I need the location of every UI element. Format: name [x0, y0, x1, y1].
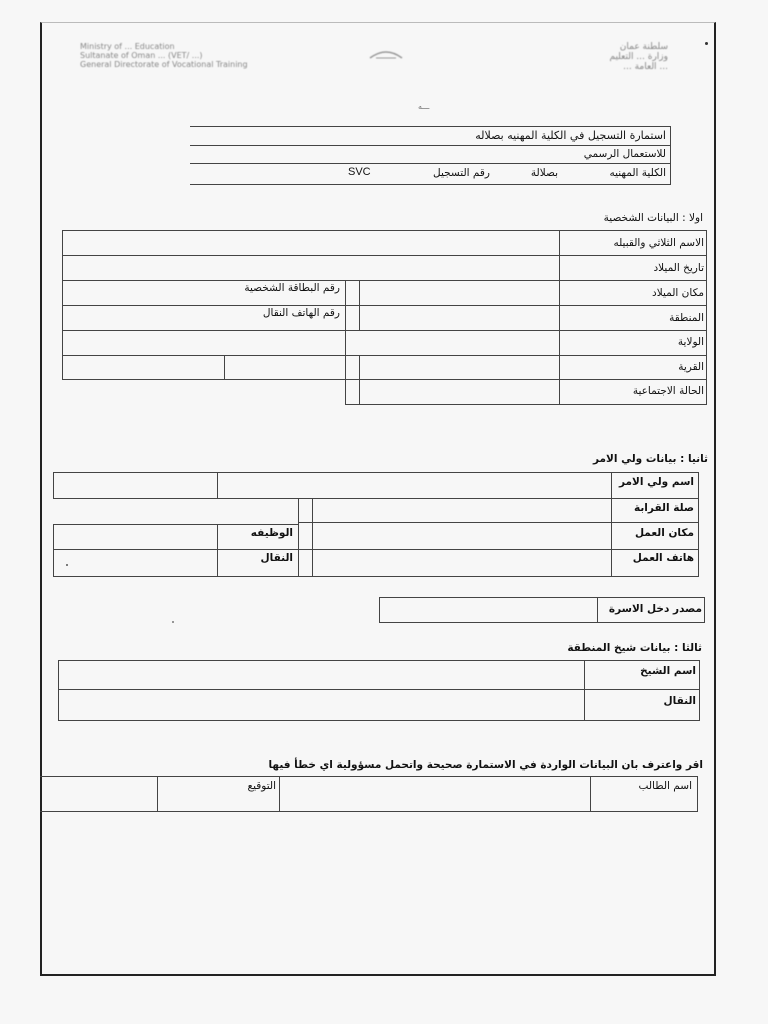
letterhead-left-line-1: Ministry of ... Education — [80, 42, 175, 51]
guardian-mobile-label: النقال — [260, 552, 293, 564]
s1-vline — [559, 230, 560, 404]
marital-status-label: الحالة الاجتماعية — [632, 385, 704, 397]
letterhead-right — [609, 42, 668, 72]
s2-line — [53, 576, 699, 577]
title-box-top — [190, 126, 671, 127]
s1-vline — [224, 355, 225, 379]
scan-speck — [66, 564, 68, 566]
region-label: المنطقة — [669, 312, 704, 324]
s3-line — [58, 689, 700, 690]
city-label: بصلالة — [530, 167, 558, 179]
s2-vline — [53, 524, 54, 576]
s2-vline — [611, 472, 612, 576]
section2-heading: ثانيا : بيانات ولي الامر — [592, 453, 708, 465]
s1-line — [62, 280, 707, 281]
s2-line — [53, 549, 699, 550]
family-income-label: مصدر دخل الاسرة — [608, 603, 702, 615]
s2-vline — [53, 472, 54, 498]
s1-line — [62, 255, 707, 256]
registration-code: SVC — [348, 166, 371, 178]
s1-line — [62, 379, 707, 380]
s1-vline — [345, 280, 346, 404]
decl-vline — [157, 776, 158, 812]
declaration-table — [40, 776, 698, 812]
sheikh-mobile-label: النقال — [663, 695, 696, 707]
s2-vline — [298, 498, 299, 576]
birth-place-label: مكان الميلاد — [652, 287, 704, 299]
s1-line — [62, 330, 707, 331]
title-box-line — [190, 145, 671, 146]
wilaya-label: الولاية — [677, 336, 704, 348]
official-use-label: للاستعمال الرسمي — [583, 148, 666, 160]
sheikh-table — [58, 660, 700, 721]
registration-number-label: رقم التسجيل — [433, 167, 490, 179]
letterhead-right-line-1: سلطنة عمان — [619, 42, 668, 52]
sheikh-name-label: اسم الشيخ — [640, 665, 696, 677]
declaration-text: اقر واعترف بان البيانات الواردة في الاستمارة صحيحة واتحمل مسؤولية اي خطأ فيها — [268, 759, 703, 771]
s1-line — [62, 230, 707, 231]
full-name-label: الاسم الثلاثي والقبيله — [613, 237, 704, 249]
section1-heading: اولا : البيانات الشخصية — [603, 212, 703, 224]
title-box-right — [670, 126, 671, 184]
s1-vline — [359, 280, 360, 330]
decl-vline — [279, 776, 280, 812]
s2-vline — [217, 472, 218, 498]
village-label: القرية — [678, 361, 704, 373]
scan-speck — [172, 621, 174, 623]
form-title: استمارة التسجيل في الكلية المهنيه بصلاله — [475, 129, 666, 142]
section3-heading: ثالثا : بيانات شيخ المنطقة — [567, 642, 702, 654]
s1-vline — [706, 230, 707, 404]
guardian-name-label: اسم ولي الامر — [618, 476, 694, 488]
title-box-line — [190, 184, 671, 185]
s2-line — [53, 524, 298, 525]
birth-date-label: تاريخ الميلاد — [653, 262, 704, 274]
s1-vline — [359, 355, 360, 404]
letterhead-left-line-2: Sultanate of Oman ... (VET/ ...) — [80, 51, 203, 60]
job-label: الوظيفه — [250, 527, 293, 539]
s2-vline — [217, 524, 218, 576]
s2-line — [53, 498, 699, 499]
relation-label: صلة القرابة — [634, 502, 694, 514]
s1-vline — [62, 230, 63, 379]
emblem-icon — [366, 46, 406, 62]
scan-speck — [705, 42, 708, 45]
letterhead-right-line-2: وزارة ... التعليم — [609, 52, 668, 62]
s1-line — [62, 355, 707, 356]
id-number-label: رقم البطاقة الشخصية — [244, 282, 340, 294]
family-income-divider — [597, 597, 598, 623]
student-name-label: اسم الطالب — [638, 780, 692, 792]
s2-line — [53, 472, 699, 473]
signature-label: التوقيع — [247, 780, 276, 792]
decl-vline — [590, 776, 591, 812]
letterhead-left-line-3: General Directorate of Vocational Training — [80, 60, 248, 69]
s1-line — [345, 404, 707, 405]
letterhead-left — [80, 42, 248, 69]
letterhead-right-line-3: ... العامة ... — [623, 62, 668, 72]
s3-vline — [584, 660, 585, 721]
title-box-line — [190, 163, 671, 164]
work-phone-label: هاتف العمل — [632, 552, 694, 564]
mobile-label: رقم الهاتف النقال — [262, 307, 340, 319]
page-frame — [40, 22, 716, 976]
s2-line — [298, 522, 699, 523]
s2-vline — [312, 498, 313, 576]
s1-line — [62, 305, 707, 306]
s2-vline — [698, 472, 699, 576]
workplace-label: مكان العمل — [634, 527, 694, 539]
small-mark: ـــه — [418, 102, 430, 111]
college-label: الكلية المهنيه — [609, 167, 666, 179]
